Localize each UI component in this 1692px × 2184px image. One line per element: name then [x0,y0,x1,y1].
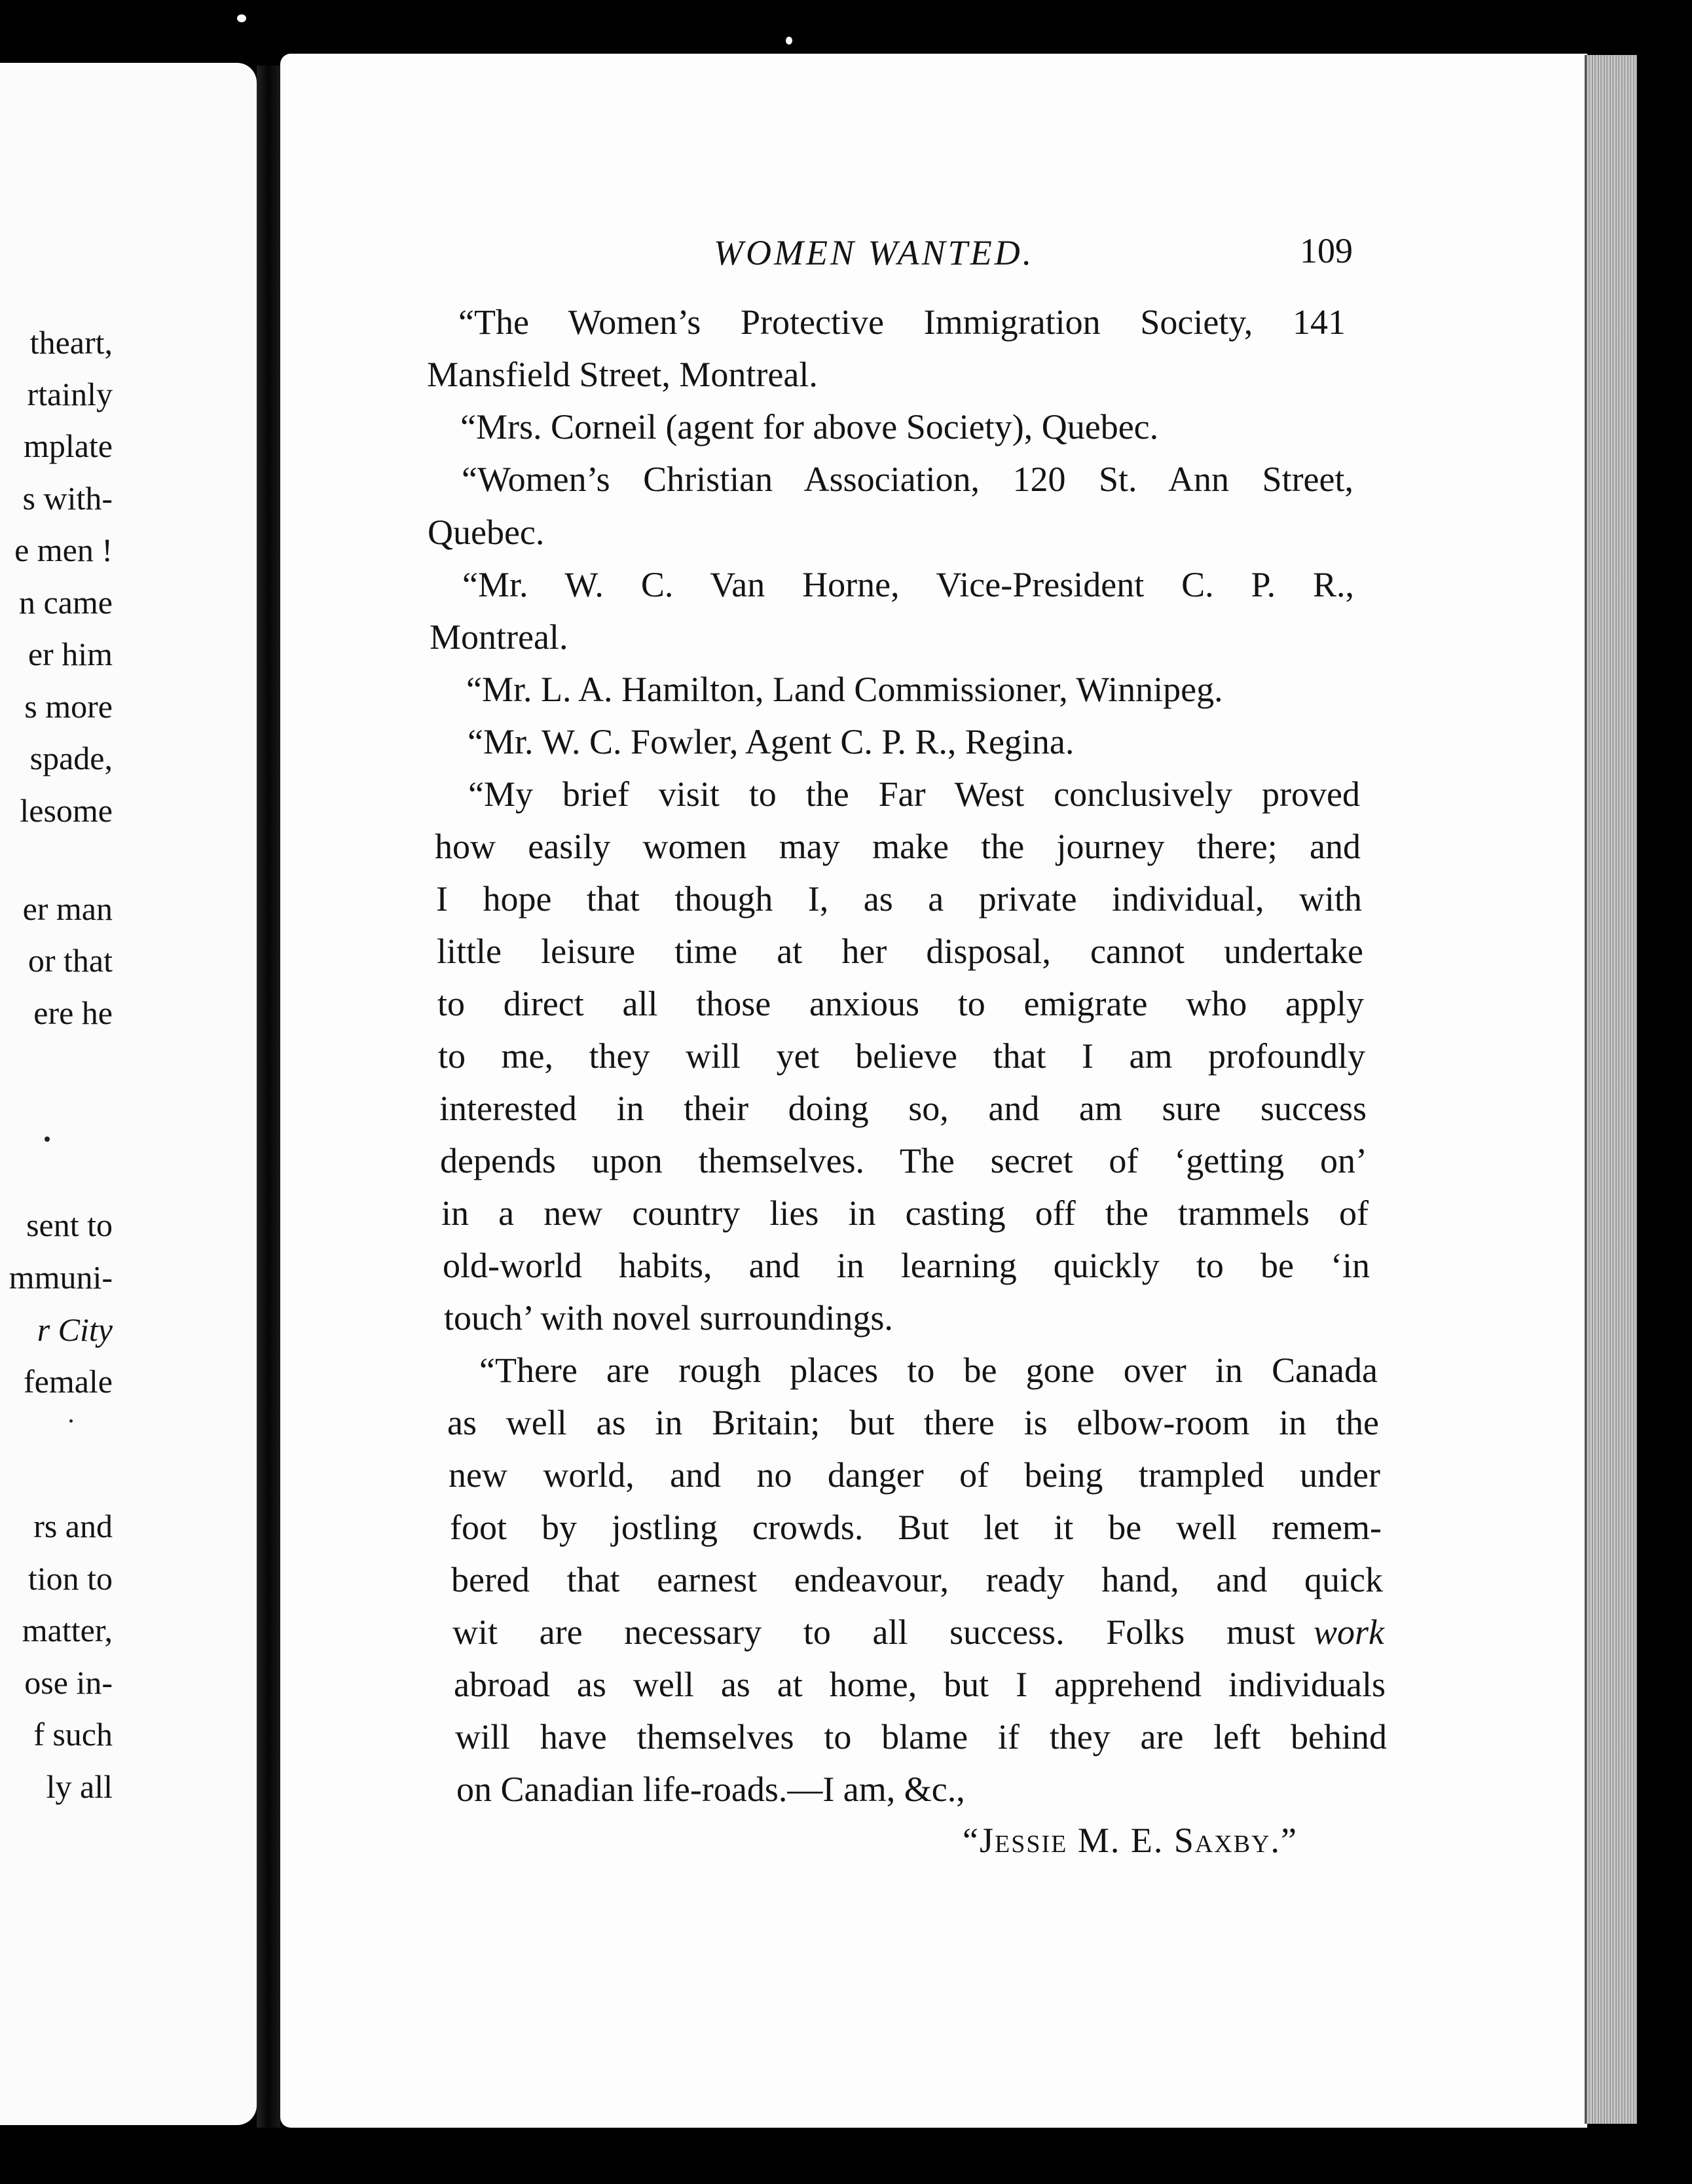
left-line: or that [28,942,113,979]
text-line-body: wit are necessary to all success. Folks must [452,1612,1295,1652]
left-line: r City [37,1311,113,1348]
text-line: “There are rough places to be gone over in Canada [479,1351,1378,1390]
left-line: tion to [28,1560,113,1597]
text-line: will have themselves to blame if they are left behind [455,1717,1387,1756]
left-line: er him [28,636,113,672]
left-line: ose in- [24,1664,113,1701]
left-line: s more [24,688,113,725]
left-line: n came [19,584,113,621]
left-line: f such [33,1716,113,1753]
text-line: Quebec. [428,513,545,552]
scan-speck [786,37,792,45]
text-line: “My brief visit to the Far West conclusively proved [468,774,1360,814]
text-line: in a new country lies in casting off the trammels of [441,1193,1369,1233]
text-line: I hope that though I, as a private individual, with [436,879,1362,919]
left-line: e men ! [14,532,113,568]
page-number: 109 [1300,231,1353,270]
left-line: lesome [20,792,113,829]
left-line: rtainly [27,376,113,412]
text-line: on Canadian life-roads.—I am, &c., [456,1770,965,1809]
text-line: Montreal. [430,617,568,657]
emphasized-word: work [1314,1612,1384,1652]
scan-speck [237,14,246,22]
text-line: interested in their doing so, and am sure success [439,1089,1367,1128]
text-line: as well as in Britain; but there is elbow-room in the [447,1403,1379,1442]
left-line: matter, [22,1612,113,1648]
ink-dot [69,1419,73,1423]
left-line: rs and [33,1508,113,1544]
text-line: “The Women’s Protective Immigration Society, 141 [458,302,1346,342]
text-line: touch’ with novel surroundings. [444,1298,893,1338]
left-line: ere he [33,994,113,1031]
left-line: spade, [29,740,113,776]
ink-dot [45,1137,50,1142]
text-line: foot by jostling crowds. But let it be well remem- [450,1508,1382,1547]
text-line: “Mrs. Corneil (agent for above Society), Quebec. [460,407,1159,446]
page-edges [1587,55,1637,2124]
text-line: abroad as well as at home, but I apprehend individuals [454,1665,1386,1704]
text-line: bered that earnest endeavour, ready hand, and quick [451,1560,1383,1599]
left-line: s with- [22,480,113,517]
text-line: how easily women may make the journey there; and [435,827,1361,866]
text-line: depends upon themselves. The secret of ‘getting on’ [440,1141,1367,1180]
text-line: little leisure time at her disposal, cannot undertake [437,932,1363,971]
left-line: theart, [29,324,113,361]
left-line: er man [22,890,113,927]
left-line: female [23,1363,113,1400]
text-line: old-world habits, and in learning quickly to be ‘in [443,1246,1370,1285]
book-gutter [257,65,280,2128]
left-line: mmuni- [9,1259,113,1296]
text-line: “Mr. L. A. Hamilton, Land Commissioner, Winnipeg. [466,670,1223,709]
text-line [452,1614,1384,1650]
text-line: new world, and no danger of being trampled under [449,1455,1380,1495]
text-line: “Women’s Christian Association, 120 St. Ann Street, [462,460,1353,499]
left-page [0,63,257,2125]
text-line: “Mr. W. C. Van Horne, Vice-President C. P. R., [462,565,1354,604]
text-line: to me, they will yet believe that I am profoundly [438,1036,1365,1076]
left-line: ly all [46,1768,113,1805]
text-line: “Mr. W. C. Fowler, Agent C. P. R., Regina. [468,722,1075,761]
text-line: to direct all those anxious to emigrate who apply [437,984,1364,1023]
text-line: Mansfield Street, Montreal. [427,355,818,394]
left-line: sent to [26,1207,113,1243]
running-head: WOMEN WANTED. [714,233,1035,272]
signature: “Jessie M. E. Saxby.” [963,1821,1298,1860]
left-line: mplate [23,428,113,464]
